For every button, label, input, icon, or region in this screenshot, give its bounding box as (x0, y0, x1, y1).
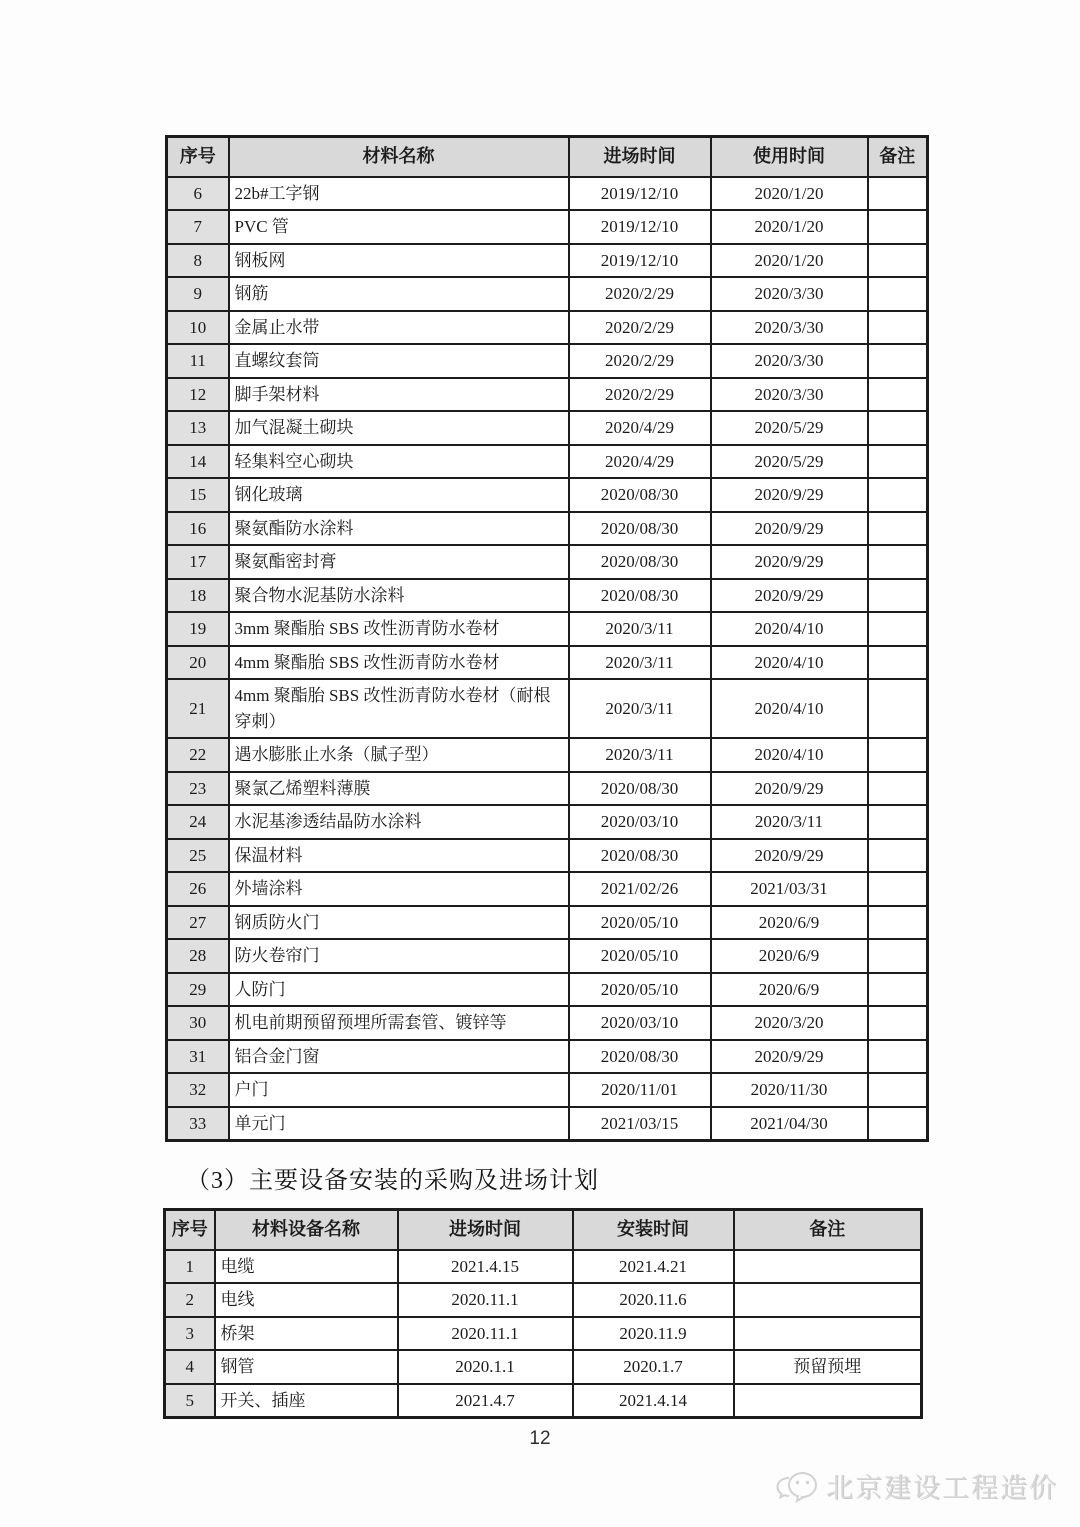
table-cell: 轻集料空心砌块 (229, 445, 569, 479)
table-cell (868, 612, 928, 646)
table-cell (868, 177, 928, 211)
table-cell: 钢化玻璃 (229, 478, 569, 512)
materials-table-body (167, 177, 928, 1141)
header-cell-index: 序号 (165, 1210, 215, 1250)
table-cell: 2020/1/20 (711, 210, 868, 244)
table-cell: 2 (165, 1283, 215, 1317)
table-cell: 2020/5/29 (711, 445, 868, 479)
table-cell: 28 (167, 939, 229, 973)
table-cell: 钢管 (215, 1350, 398, 1384)
table-cell: 防火卷帘门 (229, 939, 569, 973)
watermark-text: 北京建设工程造价 (826, 1473, 1058, 1503)
table-cell: 2020/08/30 (569, 545, 711, 579)
table-cell: 3 (165, 1317, 215, 1351)
table-cell: 2020/2/29 (569, 344, 711, 378)
table-cell: 16 (167, 512, 229, 546)
table-cell: 钢筋 (229, 277, 569, 311)
table-cell: 2020/3/11 (569, 646, 711, 680)
equipment-table-body (165, 1250, 922, 1418)
table-cell: 2020/4/10 (711, 612, 868, 646)
table-cell: 2020/4/29 (569, 411, 711, 445)
table-cell: 2021.4.15 (398, 1250, 573, 1284)
table-cell: 2020/08/30 (569, 478, 711, 512)
table-cell (868, 210, 928, 244)
table-cell: 2020/9/29 (711, 579, 868, 613)
table-cell: 2019/12/10 (569, 177, 711, 211)
table-cell: 2020/1/20 (711, 244, 868, 278)
table-cell (868, 772, 928, 806)
table-cell: 2020/08/30 (569, 1040, 711, 1074)
table-cell: 遇水膨胀止水条（腻子型） (229, 738, 569, 772)
table-cell (868, 872, 928, 906)
table-cell: 2020/9/29 (711, 1040, 868, 1074)
page-number: 12 (529, 1428, 551, 1449)
table-cell: 电线 (215, 1283, 398, 1317)
header-cell-remarks: 备注 (868, 137, 928, 177)
table-cell: 2020/9/29 (711, 772, 868, 806)
table-cell: 2020/03/10 (569, 805, 711, 839)
table-cell: 2020/3/30 (711, 277, 868, 311)
table-cell: 电缆 (215, 1250, 398, 1284)
table-cell: 1 (165, 1250, 215, 1284)
header-cell-index: 序号 (167, 137, 229, 177)
table-cell: 2020/08/30 (569, 579, 711, 613)
table-cell: 人防门 (229, 973, 569, 1007)
materials-table-header (167, 137, 928, 177)
table-cell: 钢板网 (229, 244, 569, 278)
section-heading: （3）主要设备安装的采购及进场计划 (186, 1168, 599, 1194)
table-cell (868, 311, 928, 345)
table-cell: 聚氨酯防水涂料 (229, 512, 569, 546)
table-cell: 18 (167, 579, 229, 613)
table-cell: 2020/08/30 (569, 772, 711, 806)
table-cell: 20 (167, 646, 229, 680)
table-cell: 2020/9/29 (711, 839, 868, 873)
table-cell: 2020/9/29 (711, 545, 868, 579)
table-cell: 4mm 聚酯胎 SBS 改性沥青防水卷材（耐根穿刺） (229, 679, 569, 738)
table-cell: 2020/9/29 (711, 512, 868, 546)
table-cell (868, 344, 928, 378)
table-cell: 9 (167, 277, 229, 311)
table-cell: 2020/3/11 (569, 612, 711, 646)
header-cell-material: 材料名称 (229, 137, 569, 177)
table-cell: 预留预埋 (734, 1350, 922, 1384)
table-cell (868, 512, 928, 546)
header-cell-install-time: 安装时间 (573, 1210, 734, 1250)
table-cell: 33 (167, 1107, 229, 1141)
table-cell (868, 445, 928, 479)
table-row (167, 939, 928, 973)
table-cell: 6 (167, 177, 229, 211)
table-cell: 2020/3/30 (711, 344, 868, 378)
table-cell: 水泥基渗透结晶防水涂料 (229, 805, 569, 839)
table-cell (868, 906, 928, 940)
table-cell: 2020/2/29 (569, 378, 711, 412)
table-cell: 2020/2/29 (569, 277, 711, 311)
table-cell: 2019/12/10 (569, 210, 711, 244)
table-cell: 32 (167, 1073, 229, 1107)
table-cell: 8 (167, 244, 229, 278)
table-cell: 17 (167, 545, 229, 579)
table-row (167, 244, 928, 278)
table-cell: 2020/4/10 (711, 646, 868, 680)
table-cell: 30 (167, 1006, 229, 1040)
table-cell: 加气混凝土砌块 (229, 411, 569, 445)
table-cell: 2021.4.21 (573, 1250, 734, 1284)
table-cell: 聚氯乙烯塑料薄膜 (229, 772, 569, 806)
table-cell: 19 (167, 612, 229, 646)
table-cell (868, 973, 928, 1007)
table-row (165, 1384, 922, 1418)
table-cell: 26 (167, 872, 229, 906)
table-cell: 2020/6/9 (711, 939, 868, 973)
table-row (167, 512, 928, 546)
table-cell: 外墙涂料 (229, 872, 569, 906)
table-cell: 2021/02/26 (569, 872, 711, 906)
table-row (167, 872, 928, 906)
table-cell: 2020/2/29 (569, 311, 711, 345)
table-row (167, 177, 928, 211)
table-row (167, 579, 928, 613)
table-cell: 聚氨酯密封膏 (229, 545, 569, 579)
table-cell: 22 (167, 738, 229, 772)
table-row (167, 1040, 928, 1074)
table-cell: 单元门 (229, 1107, 569, 1141)
table-row (167, 1073, 928, 1107)
table-row (167, 1006, 928, 1040)
table-cell (868, 277, 928, 311)
table-cell (868, 738, 928, 772)
table-cell: 24 (167, 805, 229, 839)
table-cell: 14 (167, 445, 229, 479)
wechat-icon (776, 1468, 818, 1504)
table-row (167, 805, 928, 839)
table-cell: 2020/11/30 (711, 1073, 868, 1107)
table-cell (868, 1006, 928, 1040)
header-cell-entry-time: 进场时间 (569, 137, 711, 177)
table-cell (734, 1384, 922, 1418)
table-cell: 2020/4/29 (569, 445, 711, 479)
table-row (167, 445, 928, 479)
table-cell: 2020/6/9 (711, 906, 868, 940)
table-cell (868, 805, 928, 839)
table-cell: 2020.1.7 (573, 1350, 734, 1384)
table-cell (868, 1040, 928, 1074)
table-row (167, 378, 928, 412)
table-cell: 2020/3/30 (711, 311, 868, 345)
table-cell (734, 1283, 922, 1317)
table-row (167, 973, 928, 1007)
table-cell: 2020/3/11 (569, 738, 711, 772)
table-row (165, 1283, 922, 1317)
table-cell (868, 939, 928, 973)
table-header-row (167, 137, 928, 177)
table-cell (868, 1107, 928, 1141)
table-cell: 2020/4/10 (711, 738, 868, 772)
table-cell: 2021.4.14 (573, 1384, 734, 1418)
table-cell: 3mm 聚酯胎 SBS 改性沥青防水卷材 (229, 612, 569, 646)
table-cell (868, 478, 928, 512)
table-cell: 2020/08/30 (569, 512, 711, 546)
table-cell: 脚手架材料 (229, 378, 569, 412)
table-cell: 保温材料 (229, 839, 569, 873)
table-cell: 2020/03/10 (569, 1006, 711, 1040)
equipment-table (163, 1208, 923, 1419)
table-cell: PVC 管 (229, 210, 569, 244)
table-row (167, 679, 928, 738)
table-cell: 直螺纹套筒 (229, 344, 569, 378)
table-cell: 2020.11.1 (398, 1317, 573, 1351)
table-row (167, 344, 928, 378)
table-row (167, 210, 928, 244)
equipment-table-header (165, 1210, 922, 1250)
table-cell: 聚合物水泥基防水涂料 (229, 579, 569, 613)
table-cell: 2021/03/31 (711, 872, 868, 906)
materials-table (165, 135, 929, 1142)
table-cell: 户门 (229, 1073, 569, 1107)
table-cell: 2020/9/29 (711, 478, 868, 512)
table-cell: 4mm 聚酯胎 SBS 改性沥青防水卷材 (229, 646, 569, 680)
table-cell (868, 679, 928, 738)
watermark (776, 1466, 1058, 1505)
table-cell: 2021/03/15 (569, 1107, 711, 1141)
header-cell-remarks: 备注 (734, 1210, 922, 1250)
table-cell: 开关、插座 (215, 1384, 398, 1418)
table-cell: 23 (167, 772, 229, 806)
table-row (167, 411, 928, 445)
table-cell: 2019/12/10 (569, 244, 711, 278)
table-cell: 2020/1/20 (711, 177, 868, 211)
table-cell: 21 (167, 679, 229, 738)
table-cell: 2020/05/10 (569, 906, 711, 940)
table-cell: 2020.11.6 (573, 1283, 734, 1317)
table-cell: 钢质防火门 (229, 906, 569, 940)
table-row (167, 906, 928, 940)
table-cell: 2020.11.9 (573, 1317, 734, 1351)
table-cell: 铝合金门窗 (229, 1040, 569, 1074)
table-cell: 31 (167, 1040, 229, 1074)
table-cell (868, 545, 928, 579)
table-cell: 金属止水带 (229, 311, 569, 345)
table-cell: 2020/4/10 (711, 679, 868, 738)
table-row (167, 646, 928, 680)
table-cell (868, 244, 928, 278)
table-cell (868, 1073, 928, 1107)
table-cell: 13 (167, 411, 229, 445)
table-cell: 11 (167, 344, 229, 378)
table-cell: 2020.11.1 (398, 1283, 573, 1317)
table-row (167, 839, 928, 873)
table-cell: 2020/08/30 (569, 839, 711, 873)
table-cell: 27 (167, 906, 229, 940)
table-cell: 12 (167, 378, 229, 412)
table-row (165, 1250, 922, 1284)
table-cell: 25 (167, 839, 229, 873)
table-cell: 2020/3/30 (711, 378, 868, 412)
table-cell: 桥架 (215, 1317, 398, 1351)
table-cell: 10 (167, 311, 229, 345)
table-header-row (165, 1210, 922, 1250)
table-row (165, 1350, 922, 1384)
table-cell: 29 (167, 973, 229, 1007)
header-cell-entry-time: 进场时间 (398, 1210, 573, 1250)
table-cell: 2020/3/11 (711, 805, 868, 839)
table-cell: 2020/05/10 (569, 939, 711, 973)
table-cell (734, 1317, 922, 1351)
table-row (167, 612, 928, 646)
table-cell: 机电前期预留预埋所需套管、镀锌等 (229, 1006, 569, 1040)
header-cell-use-time: 使用时间 (711, 137, 868, 177)
table-cell: 2021/04/30 (711, 1107, 868, 1141)
table-row (167, 545, 928, 579)
table-cell: 15 (167, 478, 229, 512)
table-cell: 2020/3/20 (711, 1006, 868, 1040)
table-row (167, 478, 928, 512)
table-cell (868, 411, 928, 445)
table-row (167, 311, 928, 345)
table-cell (868, 646, 928, 680)
table-cell (868, 839, 928, 873)
table-cell (734, 1250, 922, 1284)
table-cell: 2020/05/10 (569, 973, 711, 1007)
table-cell: 2021.4.7 (398, 1384, 573, 1418)
table-cell: 2020/3/11 (569, 679, 711, 738)
table-cell: 22b#工字钢 (229, 177, 569, 211)
table-row (167, 277, 928, 311)
table-cell: 2020/5/29 (711, 411, 868, 445)
table-row (167, 772, 928, 806)
table-row (167, 738, 928, 772)
table-cell (868, 378, 928, 412)
table-row (165, 1317, 922, 1351)
table-cell: 5 (165, 1384, 215, 1418)
header-cell-equipment: 材料设备名称 (215, 1210, 398, 1250)
table-row (167, 1107, 928, 1141)
table-cell: 7 (167, 210, 229, 244)
table-cell (868, 579, 928, 613)
table-cell: 2020.1.1 (398, 1350, 573, 1384)
table-cell: 2020/11/01 (569, 1073, 711, 1107)
table-cell: 2020/6/9 (711, 973, 868, 1007)
table-cell: 4 (165, 1350, 215, 1384)
